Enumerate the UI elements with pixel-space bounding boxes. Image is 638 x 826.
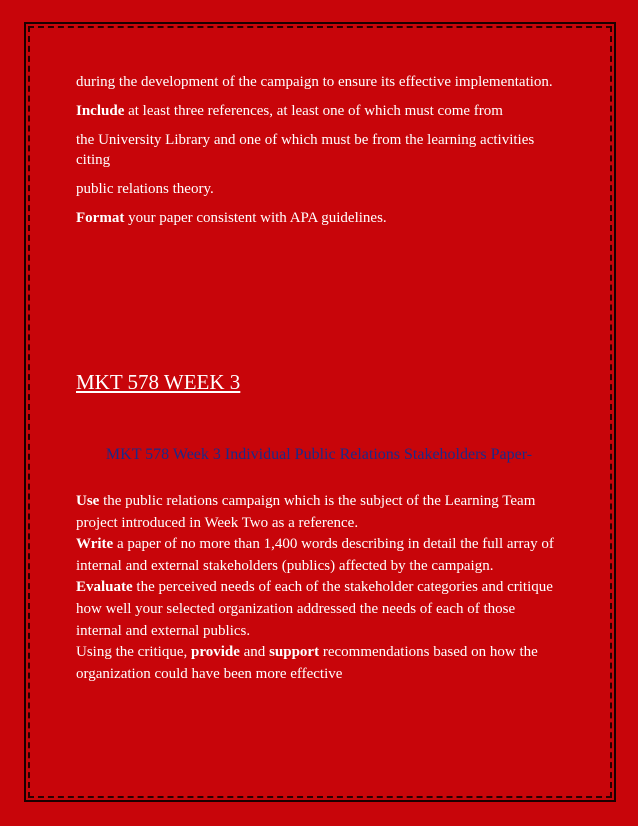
assignment-body bbox=[76, 491, 562, 685]
evaluate-text: the perceived needs of each of the stakeholder categories and critique how well your selected organization addressed the needs of each of those internal and external publics. bbox=[76, 579, 553, 639]
paragraph-include bbox=[76, 101, 556, 121]
assignment-title: MKT 578 Week 3 Individual Public Relations Stakeholders Paper- bbox=[105, 446, 533, 463]
support-keyword: support bbox=[269, 644, 320, 661]
critique-lead-text: Using the critique, bbox=[76, 644, 191, 661]
format-text: your paper consistent with APA guidelines. bbox=[124, 210, 387, 226]
critique-text: recommendations based on how the organization could have been more effective bbox=[76, 644, 538, 682]
write-keyword: Write bbox=[76, 536, 114, 553]
use-text: the public relations campaign which is the subject of the Learning Team project introduced in Week Two as a reference. bbox=[76, 493, 536, 531]
evaluate-keyword: Evaluate bbox=[76, 579, 133, 596]
provide-keyword: provide bbox=[190, 644, 240, 661]
and-text: and bbox=[239, 644, 270, 661]
paragraph-format bbox=[76, 208, 556, 228]
instructions-block bbox=[76, 72, 556, 228]
paragraph-implementation: during the development of the campaign to ensure its effective implementation. bbox=[76, 74, 553, 90]
format-keyword: Format bbox=[76, 210, 125, 226]
write-text: a paper of no more than 1,400 words describing in detail the full array of internal and external stakeholders (publics) affected by the campaign. bbox=[76, 536, 554, 574]
paragraph-use bbox=[76, 491, 562, 534]
paragraph-pr-theory: public relations theory. bbox=[76, 181, 214, 197]
include-text: at least three references, at least one of which must come from bbox=[124, 103, 503, 119]
paragraph-write bbox=[76, 534, 562, 577]
paragraph-university-library: the University Library and one of which must be from the learning activities citing bbox=[76, 132, 535, 168]
paragraph-evaluate bbox=[76, 577, 562, 642]
use-keyword: Use bbox=[76, 493, 100, 509]
include-keyword: Include bbox=[76, 103, 125, 119]
week-heading: MKT 578 WEEK 3 bbox=[76, 370, 241, 394]
paragraph-critique bbox=[76, 642, 562, 685]
